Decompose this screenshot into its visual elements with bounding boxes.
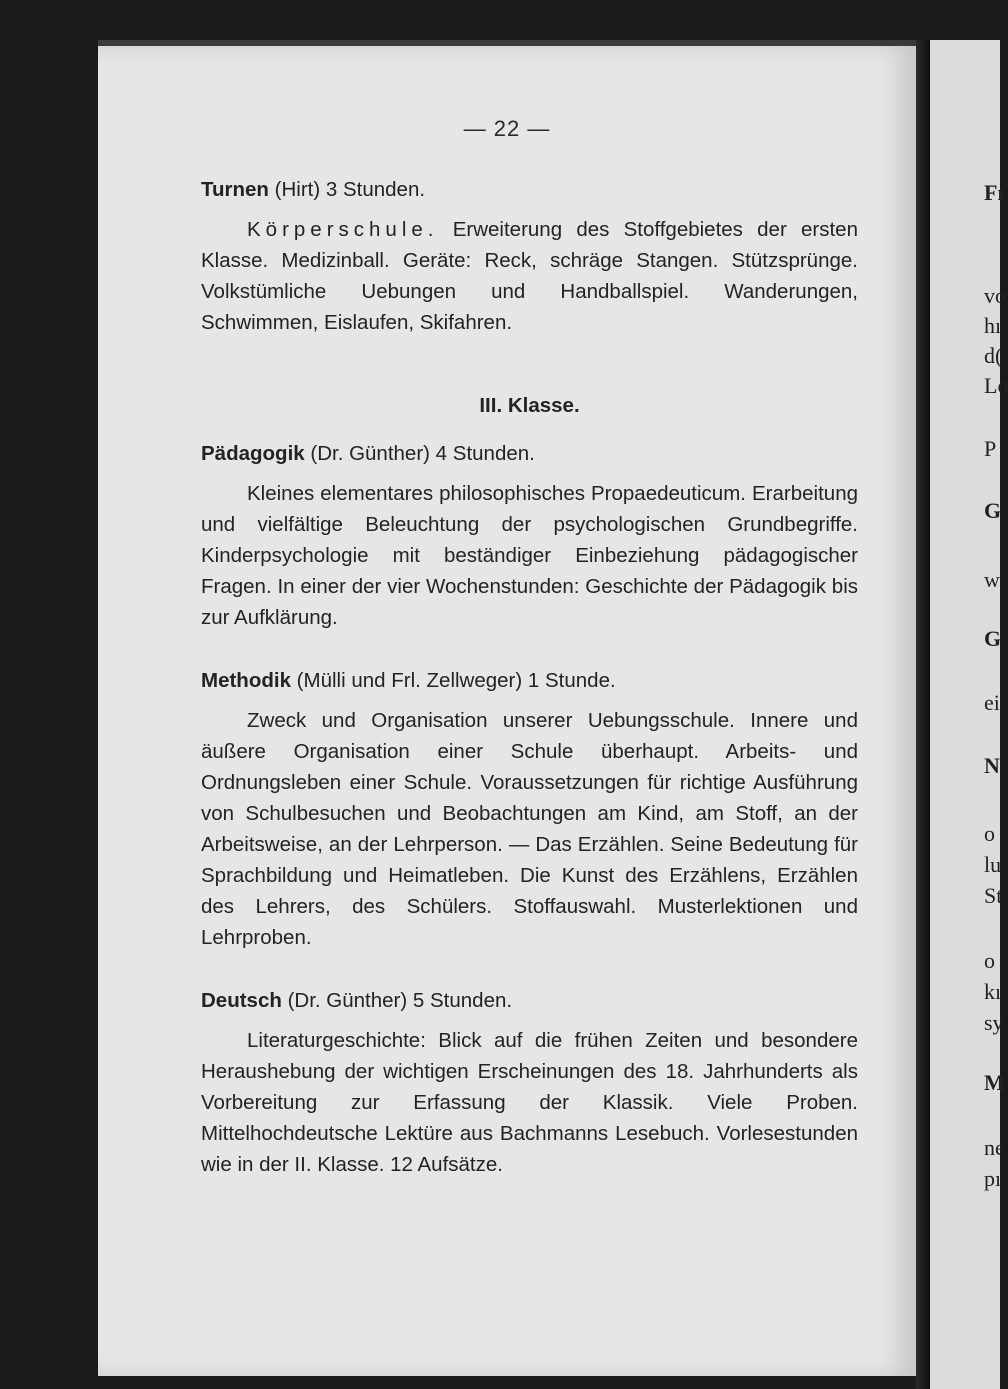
section-heading-deutsch: [201, 985, 858, 1016]
subject-detail: (Dr. Günther) 5 Stunden.: [281, 989, 513, 1012]
page-content: [201, 174, 858, 1180]
subject-detail: (Dr. Günther) 4 Stunden.: [304, 442, 535, 465]
next-page-fragment: Lo: [984, 373, 1008, 398]
next-page-fragment: o: [984, 821, 995, 846]
class-title: III. Klasse.: [479, 394, 580, 417]
next-page-fragment: ne: [984, 1135, 1005, 1160]
subject-title: Turnen: [201, 178, 269, 201]
next-page-fragment: P: [984, 436, 997, 461]
subject-detail: (Mülli und Frl. Zellweger) 1 Stunde.: [290, 669, 616, 692]
section-body-turnen: [201, 214, 858, 338]
next-page-fragment: o: [984, 948, 995, 973]
next-page-fragment: G: [984, 498, 1002, 523]
next-page-fragment: N: [984, 753, 1000, 778]
section-body-paedagogik: Kleines elementares philosophisches Propaedeuticum. Erarbeitung und vielfältige Beleuchtung der psychologischen Grundbegriffe. Kinderpsychologie mit beständiger Einbeziehung pädagogischer Fragen. In einer der vier Wochenstunden: Geschichte der Pädagogik bis zur Aufklärung.: [201, 482, 858, 629]
next-page-fragment: ei: [984, 690, 1000, 715]
subject-title: Pädagogik: [201, 442, 305, 465]
section-heading-paedagogik: [201, 438, 858, 469]
next-page-fragment: M: [984, 1070, 1005, 1095]
next-page-edge: [930, 40, 1008, 1389]
subject-title: Deutsch: [201, 989, 282, 1012]
next-page-fragment: w: [984, 567, 1000, 592]
subject-title: Methodik: [201, 669, 291, 692]
next-page-fragment: kı: [984, 979, 1002, 1004]
next-page-fragment: vo: [984, 283, 1006, 308]
section-body-methodik: Zweck und Organisation unserer Uebungsschule. Innere und äußere Organisation einer Schule überhaupt. Arbeits- und Ordnungsleben einer Schule. Voraussetzungen für richtige Ausführung von Schulbesuchen und Beobachtungen am Kind, am Stoff, an der Arbeitsweise, an der Lehrperson. — Das Erzählen. Seine Bedeutung für Sprachbildung und Heimatleben. Die Kunst des Erzählens, Erzählen des Lehrers, des Schülers. Stoffauswahl. Musterlektionen und Lehrproben.: [201, 709, 858, 949]
next-page-fragment: Fı: [984, 180, 1004, 205]
subject-detail: (Hirt) 3 Stunden.: [268, 178, 426, 201]
page-number: — 22 —: [463, 116, 551, 141]
next-page-fragment: sy: [984, 1010, 1004, 1035]
next-page-fragment: St: [984, 883, 1003, 908]
next-page-fragment: G: [984, 626, 1002, 651]
next-page-fragment: pı: [984, 1166, 1002, 1191]
next-page-fragment: lu: [984, 852, 1002, 877]
next-page-fragment: hı: [984, 313, 1002, 338]
book-page: [98, 46, 916, 1376]
body-text: Erweiterung des Stoffgebietes der ersten Klasse. Medizinball. Geräte: Reck, schräge Stangen. Stützsprünge. Volkstümliche Uebungen und Handballspiel. Wanderungen, Schwimmen, Eislaufen, Skifahren.: [201, 218, 858, 334]
book-gutter: [916, 40, 930, 1389]
section-heading-turnen: [201, 174, 858, 205]
section-heading-methodik: [201, 665, 858, 696]
lead-term: Körperschule.: [247, 218, 439, 241]
section-body-deutsch: Literaturgeschichte: Blick auf die frühen Zeiten und besondere Heraushebung der wichtigen Erscheinungen des 18. Jahrhunderts als Vorbereitung zur Erfassung der Klassik. Viele Proben. Mittelhochdeutsche Lektüre aus Bachmanns Lesebuch. Vorlesestunden wie in der II. Klasse. 12 Aufsätze.: [201, 1029, 858, 1176]
next-page-fragment: d(: [984, 343, 1003, 368]
